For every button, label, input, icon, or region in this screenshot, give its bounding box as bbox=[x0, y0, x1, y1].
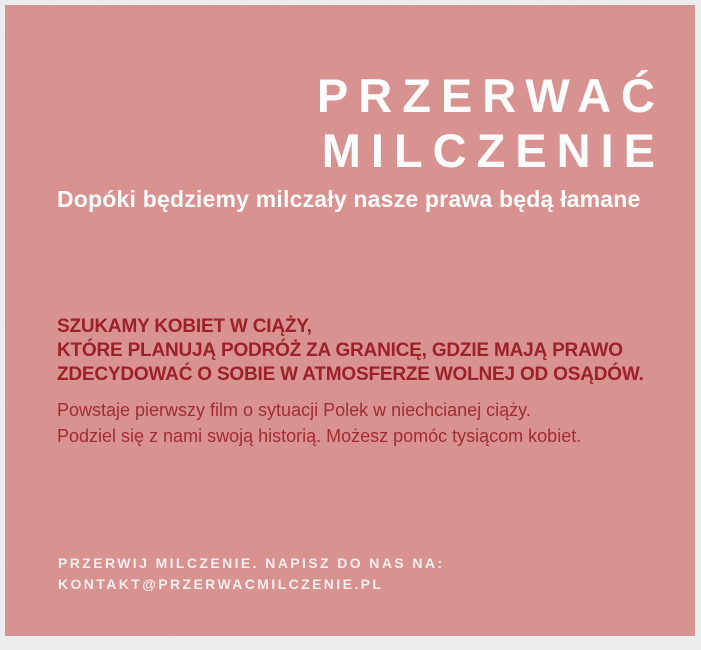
footer-email: KONTAKT@PRZERWACMILCZENIE.PL bbox=[58, 576, 384, 592]
poster-title bbox=[317, 68, 665, 178]
footer-call-to-action: PRZERWIJ MILCZENIE. NAPISZ DO NAS NA: bbox=[58, 555, 445, 571]
body-line2: Podziel się z nami swoją historią. Możesz pomóc tysiącom kobiet. bbox=[57, 426, 582, 446]
body-line1: Powstaje pierwszy film o sytuacji Polek w niechcianej ciąży. bbox=[57, 400, 531, 420]
callout-text bbox=[57, 315, 644, 387]
footer-contact bbox=[58, 553, 444, 595]
callout-line3: ZDECYDOWAĆ O SOBIE W ATMOSFERZE WOLNEJ OD OSĄDÓW. bbox=[57, 364, 644, 385]
callout-line2: KTÓRE PLANUJĄ PODRÓŻ ZA GRANICĘ, GDZIE MAJĄ PRAWO bbox=[57, 340, 623, 361]
callout-line1: SZUKAMY KOBIET W CIĄŻY, bbox=[57, 316, 312, 337]
body-text bbox=[57, 397, 581, 449]
poster-title-line2: MILCZENIE bbox=[321, 124, 665, 177]
poster-panel bbox=[5, 5, 695, 636]
poster-subtitle: Dopóki będziemy milczały nasze prawa będą łamane bbox=[57, 186, 641, 212]
poster-title-line1: PRZERWAĆ bbox=[316, 69, 665, 122]
